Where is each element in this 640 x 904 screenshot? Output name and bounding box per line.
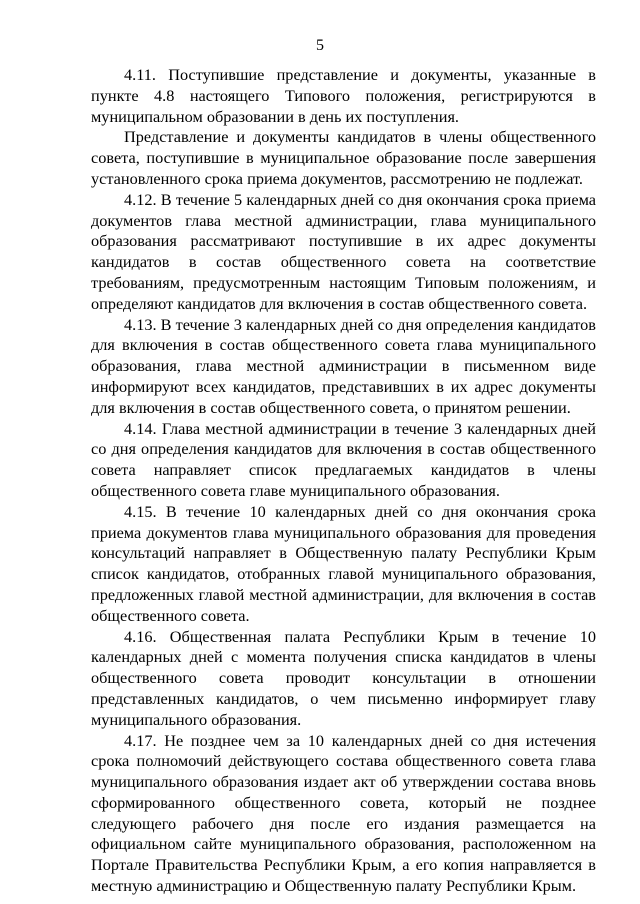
page-number: 5: [316, 37, 324, 54]
document-body: [91, 65, 596, 897]
paragraph-4-16: 4.16. Общественная палата Республики Крым в течение 10 календарных дней с момента получения списка кандидатов в члены общественного совета проводит консультации в отношении представленных кандидатов, о чем письменно информирует главу муниципального образования.: [91, 626, 596, 729]
paragraph-4-15: 4.15. В течение 10 календарных дней со дня окончания срока приема документов глава муниципального образования для проведения консультаций направляет в Общественную палату Республики Крым список кандидатов, отобранных главой муниципального образования, предложенных главой местной администрации, для включения в состав общественного совета.: [91, 501, 596, 625]
paragraph-4-13: 4.13. В течение 3 календарных дней со дня определения кандидатов для включения в состав общественного совета глава муниципального образования, глава местной администрации в письменном виде информируют всех кандидатов, представивших в их адрес документы для включения в состав общественного совета, о принятом решении.: [91, 314, 596, 417]
paragraph-4-14: 4.14. Глава местной администрации в течение 3 календарных дней со дня определения кандидатов для включения в состав общественного совета направляет список предлагаемых кандидатов в члены общественного совета главе муниципального образования.: [91, 418, 596, 500]
paragraph-4-11: 4.11. Поступившие представление и документы, указанные в пункте 4.8 настоящего Типового положения, регистрируются в муниципальном образовании в день их поступления.: [91, 65, 596, 126]
paragraph-4-12: 4.12. В течение 5 календарных дней со дня окончания срока приема документов глава местной администрации, глава муниципального образования рассматривают поступившие в их адрес документы кандидатов в состав общественного совета на соответствие требованиям, предусмотренным настоящим Типовым положениям, и определяют кандидатов для включения в состав общественного совета.: [91, 189, 596, 313]
paragraph-4-17: 4.17. Не позднее чем за 10 календарных дней со дня истечения срока полномочий действующего состава общественного совета глава муниципального образования издает акт об утверждении состава вновь сформированного общественного совета, который не позднее следующего рабочего дня после его издания размещается на официальном сайте муниципального образования, расположенном на Портале Правительства Республики Крым, а его копия направляется в местную администрацию и Общественную палату Республики Крым.: [91, 730, 596, 896]
paragraph-4-11-continuation: Представление и документы кандидатов в члены общественного совета, поступившие в муниципальное образование после завершения установленного срока приема документов, рассмотрению не подлежат.: [91, 127, 596, 188]
